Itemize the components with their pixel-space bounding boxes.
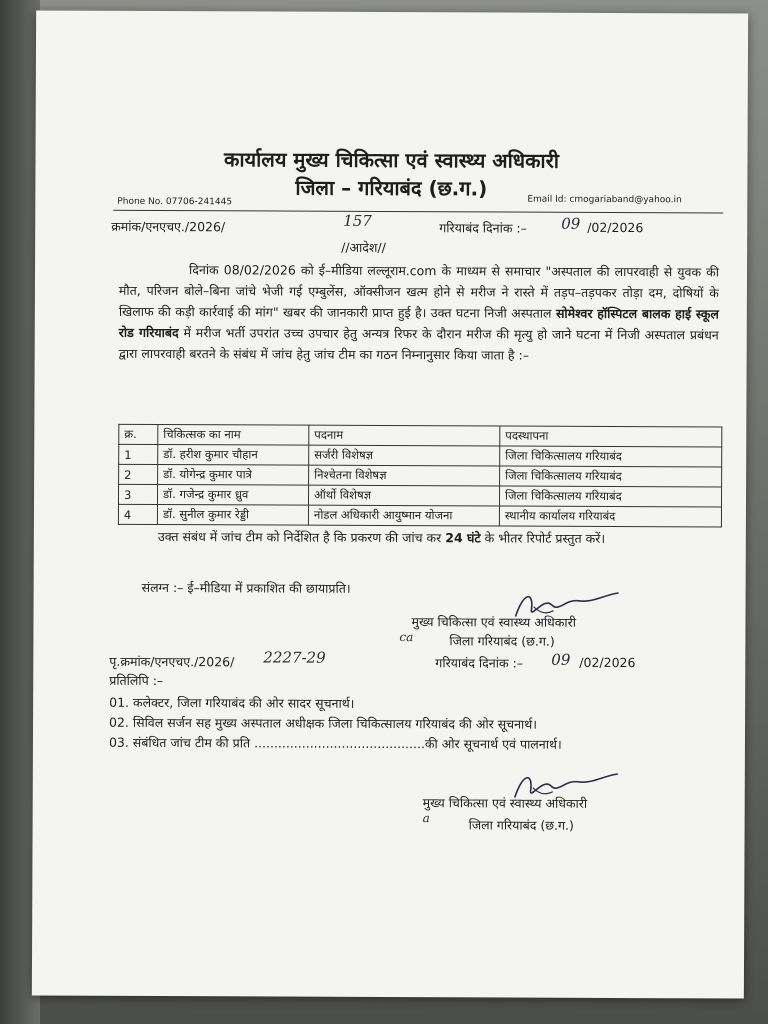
endorsement-number-handwritten: 2227-29 — [263, 648, 326, 667]
initials-mark-2: a — [422, 811, 430, 826]
signatory-title-1: मुख्य चिकित्सा एवं स्वास्थ्य अधिकारी — [411, 614, 577, 630]
table-cell: डॉ. गजेन्द्र कुमार ध्रुव — [157, 484, 308, 505]
header-cell: क्र. — [119, 424, 158, 444]
copy-item-2: 02. सिविल सर्जन सह मुख्य अस्पताल अधीक्षक जिला चिकित्सालय गरियाबंद की ओर सूचनार्थ। — [109, 714, 538, 732]
initials-mark-1: ca — [399, 630, 414, 645]
order-text: दिनांक 08/02/2026 को ई–मीडिया लल्लूराम.com के माध्यम से समाचार "अस्पताल की लापरवाही से युवक की मौत, परिजन बोले–बिना जांचे भेजी गई एम्बुलेंस, ऑक्सीजन खत्म होने से मरीज ने रास्ते में तड़प–तड़पकर तोड़ा दम, दोषियों के खिलाफ की कड़ी कार्रवाई की मांग" खबर की जानकारी प्राप्त हुई है। उक्त घटना निजी अस्पताल — [118, 262, 720, 321]
endorsement-number-label: पृ.क्रमांक/एनएचए./2026/ — [109, 653, 235, 670]
table-cell: डॉ. योगेन्द्र कुमार पात्रे — [158, 464, 309, 485]
email-address: Email Id: cmogariaband@yahoo.in — [527, 194, 682, 206]
table-cell: स्थानीय कार्यालय गरियाबंद — [499, 506, 721, 527]
table-cell: 4 — [118, 504, 157, 524]
header-cell: पदनाम — [309, 425, 500, 446]
table-cell: 2 — [119, 464, 158, 484]
phone-number: Phone No. 07706-241445 — [117, 196, 233, 208]
table-header-row — [119, 424, 722, 447]
signatory-title-2: मुख्य चिकित्सा एवं स्वास्थ्य अधिकारी — [422, 795, 588, 811]
enclosure-note: संलग्न :– ई–मीडिया में प्रकाशित की छायाप्रति। — [141, 579, 351, 596]
table-row — [119, 464, 722, 487]
table-cell: डॉ. हरीश कुमार चौहान — [158, 444, 309, 465]
header-cell: चिकित्सक का नाम — [158, 424, 309, 445]
table-cell: जिला चिकित्सालय गरियाबंद — [500, 446, 722, 467]
copy-item-1: 01. कलेक्टर, जिला गरियाबंद की ओर सादर सूचनार्थ। — [109, 694, 355, 711]
document-page — [32, 10, 748, 998]
table-cell: जिला चिकित्सालय गरियाबंद — [500, 466, 722, 487]
table-row — [118, 484, 721, 507]
order-date-label: गरियाबंद दिनांक :– — [439, 220, 527, 236]
instruction-text-tail: के भीतर रिपोर्ट प्रस्तुत करें। — [484, 530, 606, 546]
copy-item-3: 03. संबंधित जांच टीम की प्रति ...........................................की ओर सूचनार्थ एवं पालनार्थ। — [108, 734, 562, 752]
copy-to-label: प्रतिलिपि :– — [109, 672, 164, 689]
header-cell: पदस्थापना — [500, 426, 722, 447]
signatory-district-1: जिला गरियाबंद (छ.ग.) — [449, 633, 555, 649]
deadline-text: 24 घंटे — [445, 530, 481, 546]
endorsement-date-label: गरियाबंद दिनांक :– — [435, 655, 524, 671]
table-row — [119, 444, 722, 467]
order-date-day: 09 — [561, 214, 581, 233]
order-number-label: क्रमांक/एनएचए./2026/ — [111, 218, 226, 235]
table-row — [118, 504, 721, 527]
order-number-handwritten: 157 — [343, 211, 372, 230]
table-cell: जिला चिकित्सालय गरियाबंद — [499, 486, 721, 507]
order-date-rest: /02/2026 — [587, 219, 644, 236]
instruction-text: उक्त संबंध में जांच टीम को निर्देशित है कि प्रकरण की जांच कर — [157, 528, 442, 546]
table-cell: निश्चेतना विशेषज्ञ — [309, 465, 500, 486]
order-heading: //आदेश// — [341, 239, 386, 255]
inquiry-team-table — [118, 424, 722, 528]
order-text-tail: में मरीज भर्ती उपरांत उच्च उपचार हेतु अन्यत्र रिफर के दौरान मरीज की मृत्यु हो जाने घटना में निजी अस्पताल प्रबंधन द्वारा लापरवाही बरतने के संबंध में जांच हेतु जांच टीम का गठन निम्नानुसार किया जाता है :– — [118, 325, 719, 363]
endorsement-date-rest: /02/2026 — [579, 654, 636, 671]
table-cell: नोडल अधिकारी आयुष्मान योजना — [308, 505, 499, 526]
district-title: जिला – गरियाबंद (छ.ग.) — [295, 175, 488, 201]
table-cell: ऑर्थो विशेषज्ञ — [308, 485, 499, 506]
header-divider — [113, 210, 723, 214]
table-cell: सर्जरी विशेषज्ञ — [309, 445, 500, 466]
office-title: कार्यालय मुख्य चिकित्सा एवं स्वास्थ्य अधिकारी — [223, 147, 560, 173]
table-cell: डॉ. सुनील कुमार रेड्डी — [157, 504, 308, 525]
instruction-paragraph — [118, 526, 718, 550]
signatory-district-2: जिला गरियाबंद (छ.ग.) — [468, 817, 574, 833]
order-paragraph — [119, 259, 719, 367]
table-cell: 1 — [119, 444, 158, 464]
table-cell: 3 — [118, 484, 157, 504]
endorsement-date-day: 09 — [551, 650, 571, 669]
hospital-name: सोमेश्वर हॉस्पिटल बालक हाई स्कूल रोड गरियाबंद — [118, 305, 719, 341]
